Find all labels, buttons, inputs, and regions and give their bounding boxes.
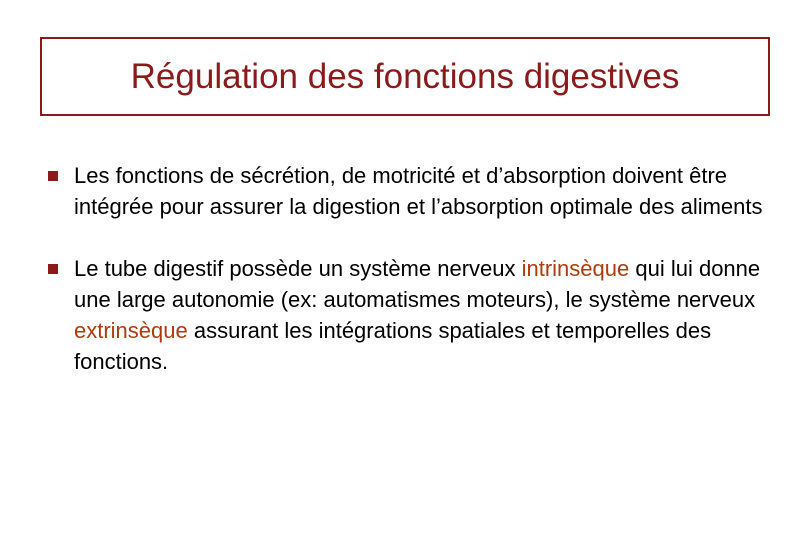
bullet-text-part: Le tube digestif possède un système nerveux (74, 256, 522, 281)
bullet-text (74, 253, 768, 377)
bullet-list (48, 160, 768, 377)
bullet-text: Les fonctions de sécrétion, de motricité et d’absorption doivent être intégrée pour assurer la digestion et l’absorption optimale des aliments (74, 163, 763, 219)
title-box (40, 37, 770, 116)
bullet-text-part: assurant les intégrations spatiales et temporelles des fonctions. (74, 318, 712, 374)
highlighted-term: intrinsèque (521, 256, 630, 281)
square-bullet-icon (48, 171, 58, 181)
bullet-text-part: qui lui donne une large autonomie (ex: automatismes moteurs), le système nerveux (74, 256, 761, 312)
square-bullet-icon (48, 264, 58, 274)
bullet-item (48, 253, 768, 377)
slide-title: Régulation des fonctions digestives (130, 57, 680, 96)
highlighted-term: extrinsèque (74, 318, 188, 343)
bullet-item (48, 160, 768, 222)
